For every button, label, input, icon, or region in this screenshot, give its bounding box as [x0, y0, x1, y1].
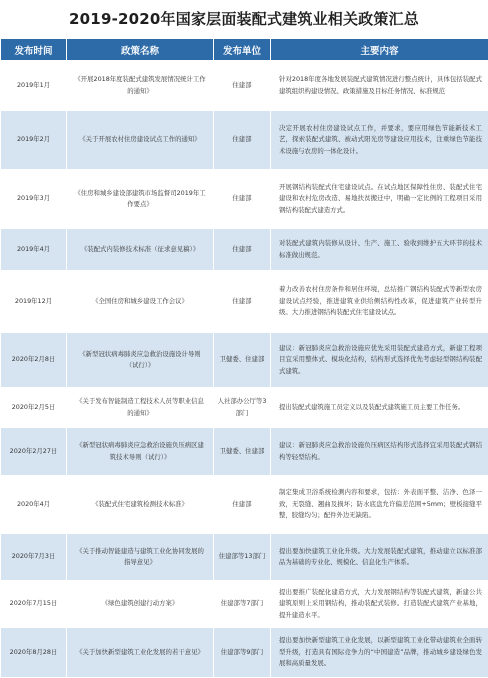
row-date: 2019年3月 [1, 170, 67, 229]
row-policy-name: 《关于推动智能建造与建筑工业化协同发展的指导意见》 [67, 534, 214, 581]
row-issuer: 住建部等13部门 [214, 534, 271, 581]
row-issuer: 卫健委、住建部 [214, 428, 271, 476]
table-row [1, 333, 488, 388]
row-date: 2019年12月 [1, 271, 67, 333]
table-row [1, 388, 488, 428]
table-row [1, 476, 488, 534]
row-issuer: 住建部 [214, 476, 271, 534]
row-policy-name: 《装配式内装修技术标准（征求意见稿）》 [67, 229, 214, 271]
table-header [1, 39, 488, 61]
row-date: 2020年8月28日 [1, 628, 67, 678]
row-issuer: 住建部 [214, 111, 271, 170]
row-issuer: 住建部等9部门 [214, 628, 271, 678]
row-policy-name: 《新型冠状病毒肺炎应急救治设施设计导则（试行）》 [67, 333, 214, 388]
row-content: 制定集成卫浴系统检测内容和要求，包括：外表面平整、洁净、色泽一致，无裂缝、翘曲及损坏；防水底盘允许偏差范围+5mm；壁板接缝平整，胶缝均匀；配件外边无缺陷。 [271, 476, 488, 534]
header-policy-name: 政策名称 [67, 39, 214, 61]
row-policy-name: 《装配式住宅建筑检测技术标准》 [67, 476, 214, 534]
row-content: 建议：新冠肺炎应急救治设施负压病区结构形式选择宜采用装配式钢结构等轻型结构。 [271, 428, 488, 476]
row-issuer: 人社部办公厅等3部门 [214, 388, 271, 428]
table-row [1, 581, 488, 628]
table-body [1, 61, 488, 678]
row-content: 提出要加快建筑工业化升级。大力发展装配式建筑，推动建立以标准部品为基础的专业化、规模化、信息化生产体系。 [271, 534, 488, 581]
row-policy-name: 《住房和城乡建设部建筑市场监督司2019年工作要点》 [67, 170, 214, 229]
row-policy-name: 《关于加快新型建筑工业化发展的若干意见》 [67, 628, 214, 678]
row-content: 针对2018年度各地发展装配式建筑情况进行整点统计，具体包括装配式建筑组织构建设情况、政策措施及目标任务情况、标准规范 [271, 61, 488, 111]
table-row [1, 111, 488, 170]
row-content: 建议：新冠肺炎应急救治设施应优先采用装配式建造方式，新建工程项目宜采用整体式、模块化结构，结构形式选择优先考虑轻型钢结构装配式建筑。 [271, 333, 488, 388]
row-date: 2020年2月27日 [1, 428, 67, 476]
table-row [1, 628, 488, 678]
row-date: 2019年2月 [1, 111, 67, 170]
table-row [1, 271, 488, 333]
row-policy-name: 《绿色建筑创建行动方案》 [67, 581, 214, 628]
row-policy-name: 《开展2018年度装配式建筑发展情况统计工作的通知》 [67, 61, 214, 111]
row-issuer: 住建部 [214, 61, 271, 111]
row-issuer: 卫健委、住建部 [214, 333, 271, 388]
table-row [1, 534, 488, 581]
row-content: 决定开展农村住房建设试点工作，并要求，要应用绿色节能新技术工艺，探索装配式建筑、被动式阳光房等建设应用技术，注重绿色节能技术设施与农房的一体化设计。 [271, 111, 488, 170]
row-date: 2020年7月15日 [1, 581, 67, 628]
row-issuer: 住建部等7部门 [214, 581, 271, 628]
row-policy-name: 《全国住房和城乡建设工作会议》 [67, 271, 214, 333]
table-row [1, 229, 488, 271]
row-date: 2020年4月 [1, 476, 67, 534]
row-issuer: 住建部 [214, 170, 271, 229]
row-date: 2020年2月5日 [1, 388, 67, 428]
table-row [1, 170, 488, 229]
row-date: 2020年7月3日 [1, 534, 67, 581]
row-content: 提出装配式建筑施工员定义以及装配式建筑施工员主要工作任务。 [271, 388, 488, 428]
row-date: 2019年1月 [1, 61, 67, 111]
row-content: 对装配式建筑内装修从设计、生产、施工、验收到维护五大环节的技术标准做出规范。 [271, 229, 488, 271]
row-issuer: 住建部 [214, 271, 271, 333]
header-row [1, 39, 488, 61]
document-title: 2019-2020年国家层面装配式建筑业相关政策汇总 [0, 0, 488, 38]
row-content: 提出要加快新型建筑工业化发展，以新型建筑工业化带动建筑业全面转型升级，打造具有国际竞争力的“中国建造”品牌，推动城乡建设绿色发展和高质量发展。 [271, 628, 488, 678]
header-date: 发布时间 [1, 39, 67, 61]
row-issuer: 住建部 [214, 229, 271, 271]
row-content: 提出要推广装配化建造方式，大力发展钢结构等装配式建筑，新建公共建筑原则上采用钢结构，推动装配式装修。打造装配式建筑产业基地，提升建造水平。 [271, 581, 488, 628]
row-date: 2019年4月 [1, 229, 67, 271]
row-policy-name: 《关于发布智能制造工程技术人员等职业信息的通知》 [67, 388, 214, 428]
row-content: 开展钢结构装配式住宅建设试点。在试点地区保障性住房、装配式住宅建设和农村危房改造、易地扶贫搬迁中，明确一定比例的工程项目采用钢结构装配式建造方式。 [271, 170, 488, 229]
header-issuer: 发布单位 [214, 39, 271, 61]
row-content: 着力改善农村住房条件和居住环境，总结推广钢结构装配式等新型农房建设试点经验，推进建筑业供给侧结构性改革，促进建筑产业转型升级。大力推进钢结构装配式住宅建设试点。 [271, 271, 488, 333]
table-row [1, 61, 488, 111]
header-content: 主要内容 [271, 39, 488, 61]
policy-table [0, 38, 488, 678]
table-row [1, 428, 488, 476]
row-policy-name: 《关于开展农村住房建设试点工作的通知》 [67, 111, 214, 170]
row-policy-name: 《新型冠状病毒肺炎应急救治设施负压病区建筑技术导则（试行）》 [67, 428, 214, 476]
row-date: 2020年2月8日 [1, 333, 67, 388]
